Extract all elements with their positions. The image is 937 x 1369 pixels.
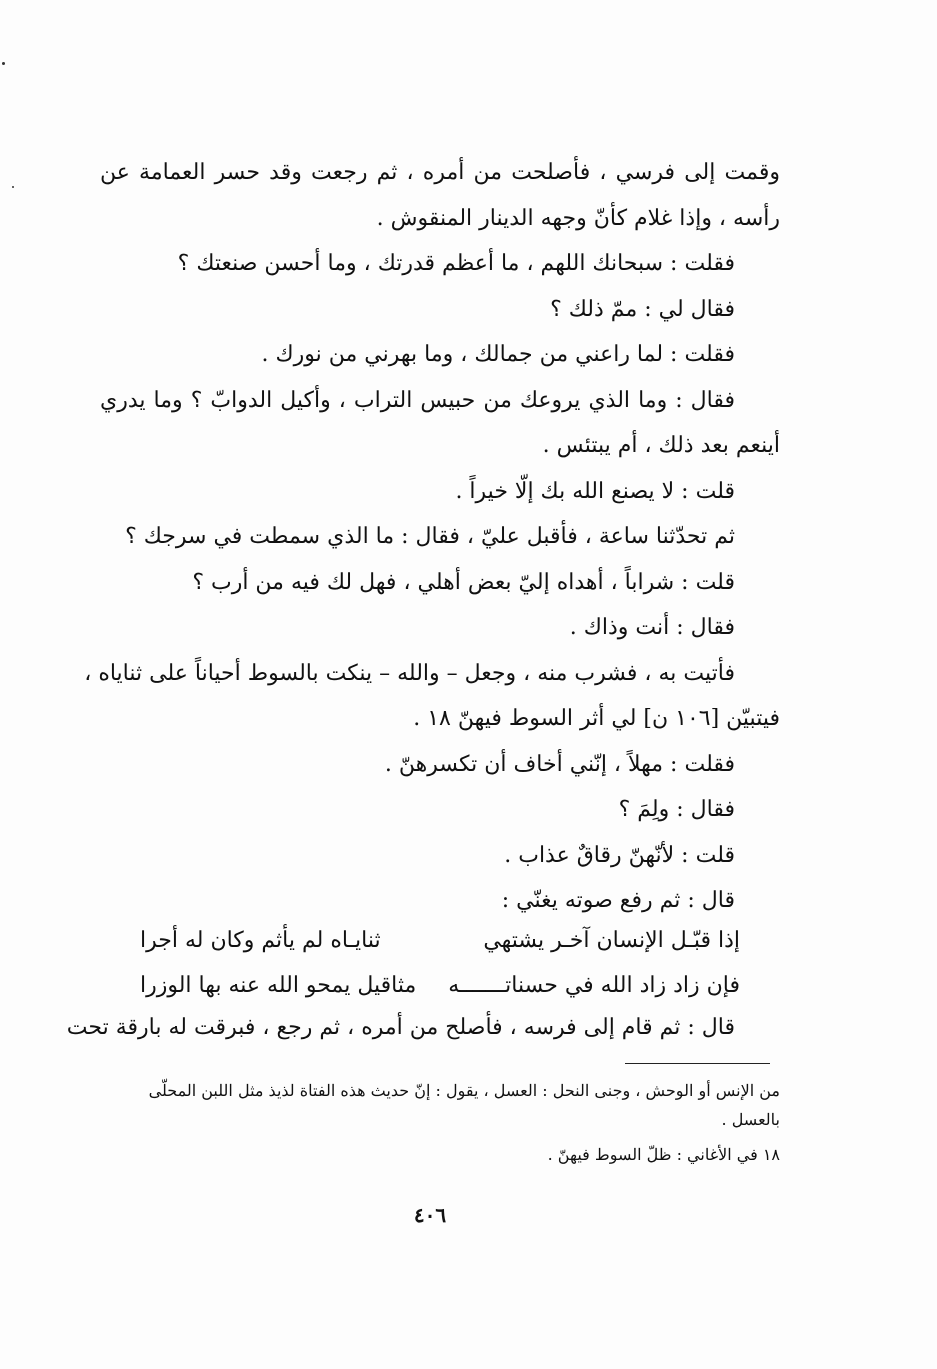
- footnote-separator: [625, 1063, 770, 1064]
- text-line-5: فقلت : لما راعني من جمالك ، وما بهرني من نورك .: [261, 342, 735, 367]
- poem-verse-1: [140, 918, 740, 963]
- poem: [140, 918, 740, 1008]
- text-line-14: فقلت : مهلاً ، إنّني أخاف أن تكسرهنّ .: [384, 751, 735, 777]
- text-line-4: فقال لي : ممّ ذلك ؟: [550, 296, 735, 322]
- text-line-16: قلت : لأنّهنّ رقاقٌ عذاب .: [504, 842, 735, 868]
- text-line-2: رأسه ، وإذا غلام كأنّ وجهه الدينار المنقوش .: [376, 205, 780, 231]
- footnotes: [100, 1076, 780, 1169]
- verse-1-first-hemistich: إذا قبّـل الإنسان آخـر يشتهي: [483, 928, 740, 953]
- text-line-10: قلت : شراباً ، أهداه إليّ بعض أهلي ، فهل لك فيه من أرب ؟: [192, 569, 735, 595]
- footnote-continuation-line-1: من الإنس أو الوحش ، وجنى النحل : العسل ، يقول : إنّ حديث هذه الفتاة لذيذ مثل اللبن المحلّى: [148, 1081, 780, 1100]
- footnote-18: ١٨ في الأغاني : ظلّ السوط فيهنّ .: [547, 1145, 780, 1164]
- text-line-17: قال : ثم رفع صوته يغنّي :: [501, 888, 735, 913]
- text-line-1: وقمت إلى فرسي ، فأصلحت من أمره ، ثم رجعت وقد حسر العمامة عن: [100, 160, 780, 185]
- text-line-7: أينعم بعد ذلك ، أم يبتئس .: [542, 433, 780, 458]
- text-line-3: فقلت : سبحانك اللهم ، ما أعظم قدرتك ، وما أحسن صنعتك ؟: [177, 251, 735, 276]
- text-line-11: فقال : أنت وذاك .: [569, 615, 735, 640]
- text-line-12: فأتيت به ، فشرب منه ، وجعل – والله – ينكت بالسوط أحياناً على ثناياه ،: [84, 660, 735, 686]
- poem-verse-2: [140, 963, 740, 1008]
- verse-2-second-hemistich: مثاقيل يمحو الله عنه بها الوزرا: [140, 973, 417, 998]
- text-line-8: قلت : لا يصنع الله بك إلّا خيراً .: [455, 478, 735, 504]
- footnote-continuation-line-2: بالعسل .: [721, 1110, 780, 1129]
- scan-speck: [2, 62, 5, 65]
- verse-2-first-hemistich: فإن زاد زاد الله في حسناتـــــــه: [448, 973, 740, 998]
- text-line-15: فقال : ولِمَ ؟: [618, 797, 735, 822]
- text-line-9: ثم تحدّثنا ساعة ، فأقبل عليّ ، فقال : ما الذي سمطت في سرجك ؟: [125, 524, 735, 549]
- page-number: ٤٠٦: [413, 1203, 447, 1227]
- text-line-after-poem: قال : ثم قام إلى فرسه ، فأصلح من أمره ، ثم رجع ، فبرقت له بارقة تحت: [66, 1015, 735, 1040]
- text-line-13: فيتبيّن [١٠٦ ن] لي أثر السوط فيهنّ ١٨ .: [413, 706, 780, 731]
- text-line-6: فقال : وما الذي يروعك من حبيس التراب ، وأكيل الدوابّ ؟ وما يدري: [100, 387, 735, 413]
- verse-1-second-hemistich: ثنايـاه لم يأثم وكان له أجرا: [140, 928, 381, 953]
- scan-speck: [12, 186, 14, 188]
- main-text: [84, 150, 780, 924]
